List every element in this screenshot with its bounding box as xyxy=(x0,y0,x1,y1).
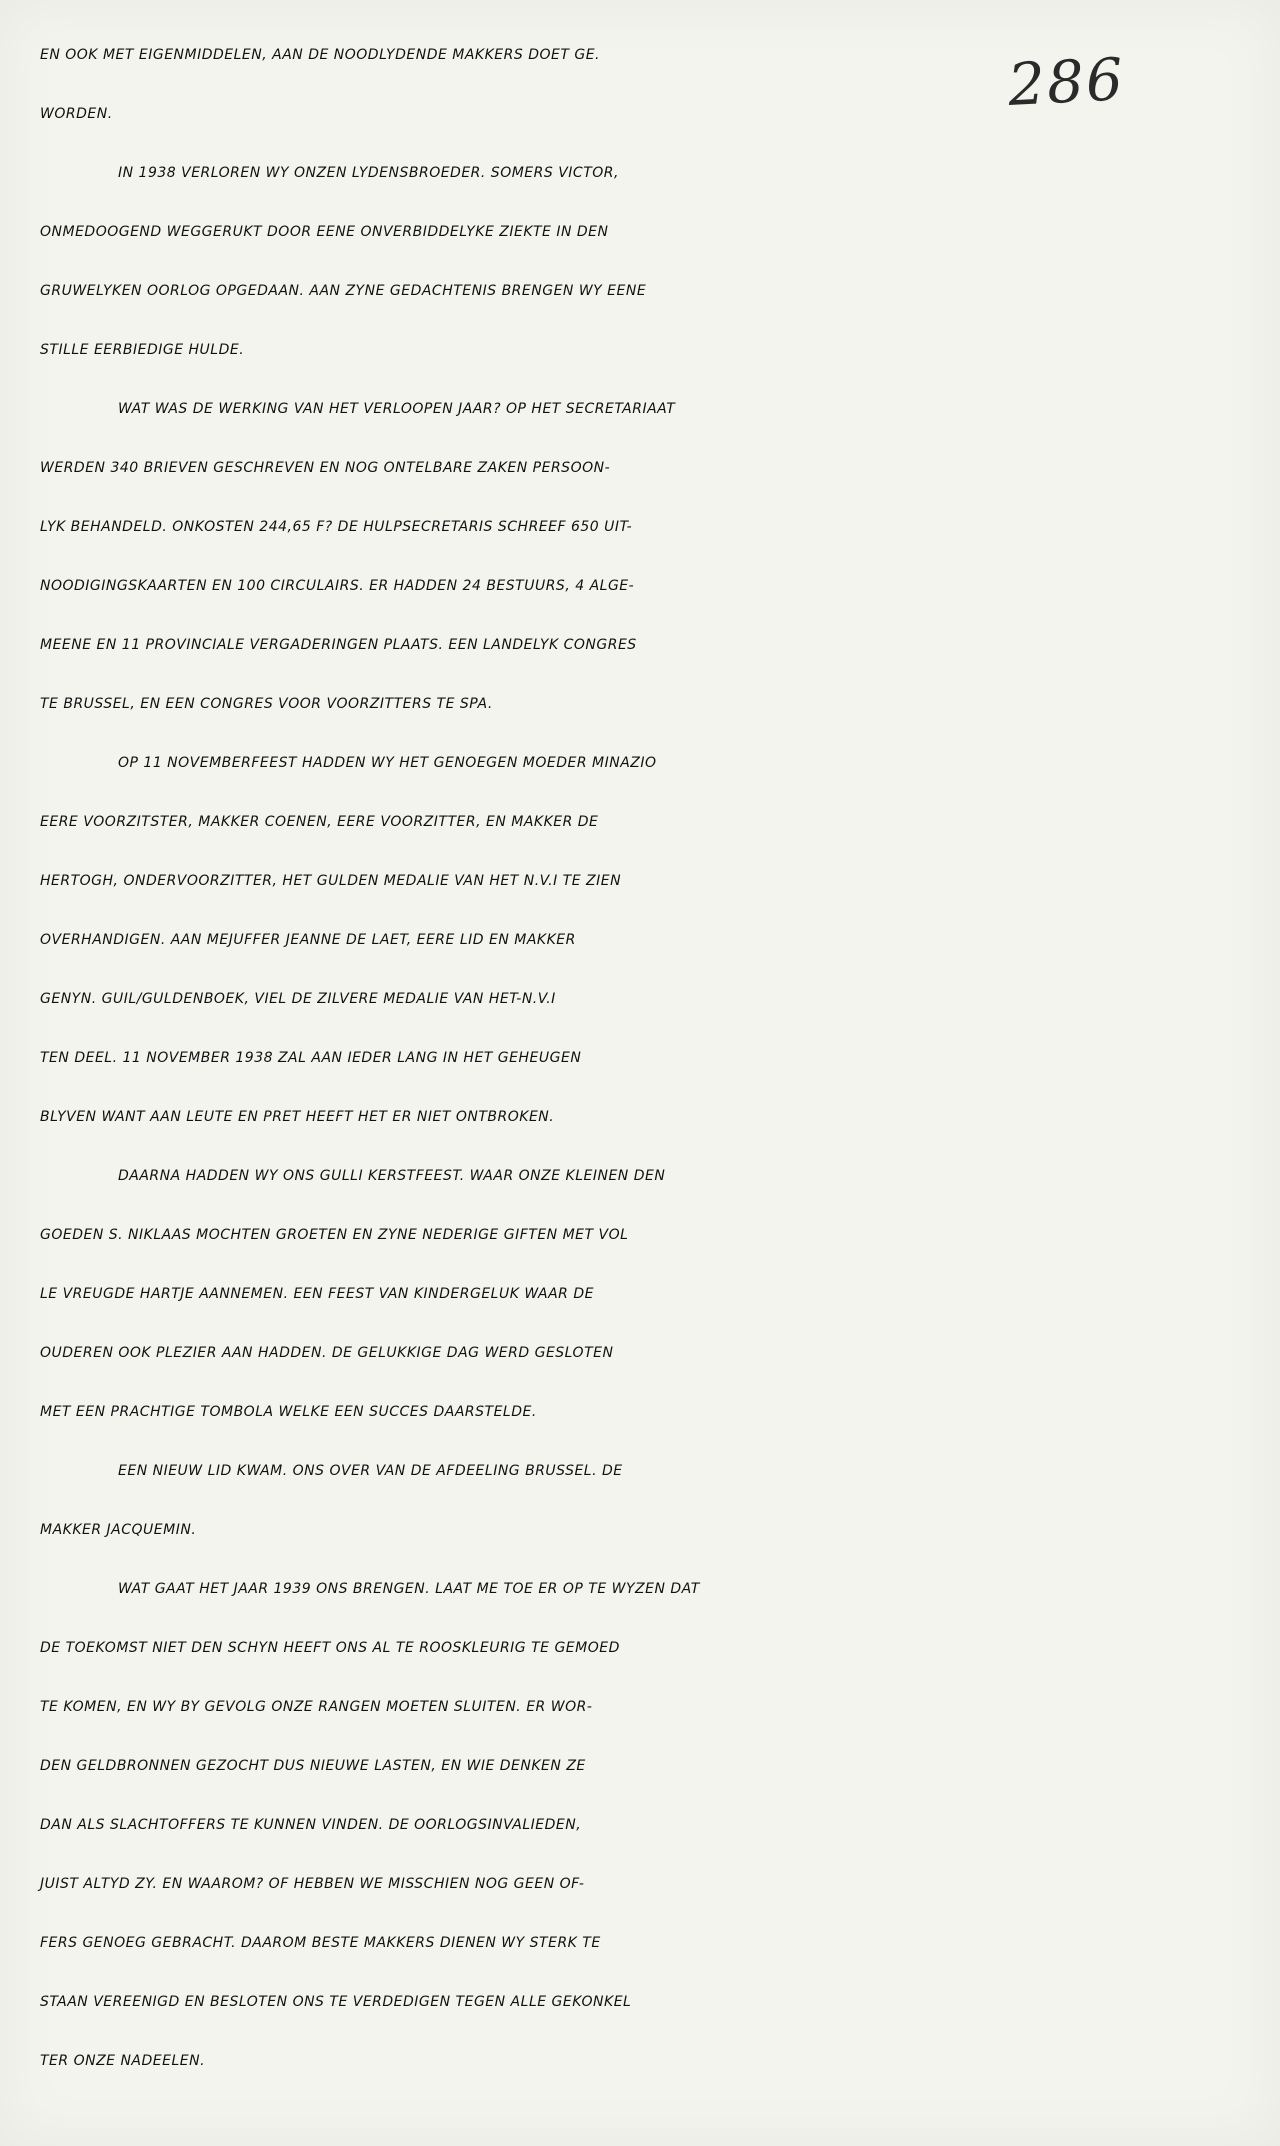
text-line: EEN NIEUW LID KWAM. ONS OVER VAN DE AFDEELING BRUSSEL. DE xyxy=(118,1463,623,1479)
text-line: ONMEDOOGEND WEGGERUKT DOOR EENE ONVERBIDDELYKE ZIEKTE IN DEN xyxy=(40,224,609,240)
text-line: LE VREUGDE HARTJE AANNEMEN. EEN FEEST VAN KINDERGELUK WAAR DE xyxy=(40,1286,594,1302)
text-line: TE BRUSSEL, EN EEN CONGRES VOOR VOORZITTERS TE SPA. xyxy=(40,696,493,712)
text-line: STILLE EERBIEDIGE HULDE. xyxy=(40,342,245,358)
text-line: GOEDEN S. NIKLAAS MOCHTEN GROETEN EN ZYNE NEDERIGE GIFTEN MET VOL xyxy=(40,1227,629,1243)
text-line: DE TOEKOMST NIET DEN SCHYN HEEFT ONS AL TE ROOSKLEURIG TE GEMOED xyxy=(40,1640,620,1656)
text-line: EN OOK MET EIGENMIDDELEN, AAN DE NOODLYDENDE MAKKERS DOET GE. xyxy=(40,47,600,63)
text-line: GRUWELYKEN OORLOG OPGEDAAN. AAN ZYNE GEDACHTENIS BRENGEN WY EENE xyxy=(40,283,647,299)
text-line: HERTOGH, ONDERVOORZITTER, HET GULDEN MEDALIE VAN HET N.V.I TE ZIEN xyxy=(40,873,622,889)
text-line: DEN GELDBRONNEN GEZOCHT DUS NIEUWE LASTEN, EN WIE DENKEN ZE xyxy=(40,1758,586,1774)
text-line: WAT GAAT HET JAAR 1939 ONS BRENGEN. LAAT ME TOE ER OP TE WYZEN DAT xyxy=(118,1581,700,1597)
text-line: TE KOMEN, EN WY BY GEVOLG ONZE RANGEN MOETEN SLUITEN. ER WOR- xyxy=(40,1699,593,1715)
text-line: MAKKER JACQUEMIN. xyxy=(40,1522,197,1538)
text-line: WORDEN. xyxy=(40,106,113,122)
text-line: DAN ALS SLACHTOFFERS TE KUNNEN VINDEN. DE OORLOGSINVALIEDEN, xyxy=(40,1817,582,1833)
text-line: MEENE EN 11 PROVINCIALE VERGADERINGEN PLAATS. EEN LANDELYK CONGRES xyxy=(40,637,637,653)
text-line: OP 11 NOVEMBERFEEST HADDEN WY HET GENOEGEN MOEDER MINAZIO xyxy=(118,755,657,771)
text-line: BLYVEN WANT AAN LEUTE EN PRET HEEFT HET ER NIET ONTBROKEN. xyxy=(40,1109,555,1125)
handwritten-text-body xyxy=(40,26,1240,2091)
text-line: EERE VOORZITSTER, MAKKER COENEN, EERE VOORZITTER, EN MAKKER DE xyxy=(40,814,599,830)
text-line: STAAN VEREENIGD EN BESLOTEN ONS TE VERDEDIGEN TEGEN ALLE GEKONKEL xyxy=(40,1994,632,2010)
text-line: TER ONZE NADEELEN. xyxy=(40,2053,206,2069)
text-line: WAT WAS DE WERKING VAN HET VERLOOPEN JAAR? OP HET SECRETARIAAT xyxy=(118,401,676,417)
text-line: LYK BEHANDELD. ONKOSTEN 244,65 F? DE HULPSECRETARIS SCHREEF 650 UIT- xyxy=(40,519,633,535)
text-line: NOODIGINGSKAARTEN EN 100 CIRCULAIRS. ER HADDEN 24 BESTUURS, 4 ALGE- xyxy=(40,578,635,594)
text-line: OVERHANDIGEN. AAN MEJUFFER JEANNE DE LAET, EERE LID EN MAKKER xyxy=(40,932,576,948)
text-line: JUIST ALTYD ZY. EN WAAROM? OF HEBBEN WE MISSCHIEN NOG GEEN OF- xyxy=(40,1876,585,1892)
text-line: GENYN. GUIL/GULDENBOEK, VIEL DE ZILVERE MEDALIE VAN HET-N.V.I xyxy=(40,991,556,1007)
text-line: WERDEN 340 BRIEVEN GESCHREVEN EN NOG ONTELBARE ZAKEN PERSOON- xyxy=(40,460,611,476)
text-line: OUDEREN OOK PLEZIER AAN HADDEN. DE GELUKKIGE DAG WERD GESLOTEN xyxy=(40,1345,614,1361)
page-number: 286 xyxy=(1006,44,1127,120)
text-line: IN 1938 VERLOREN WY ONZEN LYDENSBROEDER. SOMERS VICTOR, xyxy=(118,165,619,181)
text-line: MET EEN PRACHTIGE TOMBOLA WELKE EEN SUCCES DAARSTELDE. xyxy=(40,1404,537,1420)
text-line: TEN DEEL. 11 NOVEMBER 1938 ZAL AAN IEDER LANG IN HET GEHEUGEN xyxy=(40,1050,582,1066)
text-line: FERS GENOEG GEBRACHT. DAAROM BESTE MAKKERS DIENEN WY STERK TE xyxy=(40,1935,601,1951)
text-line: DAARNA HADDEN WY ONS GULLI KERSTFEEST. WAAR ONZE KLEINEN DEN xyxy=(118,1168,666,1184)
